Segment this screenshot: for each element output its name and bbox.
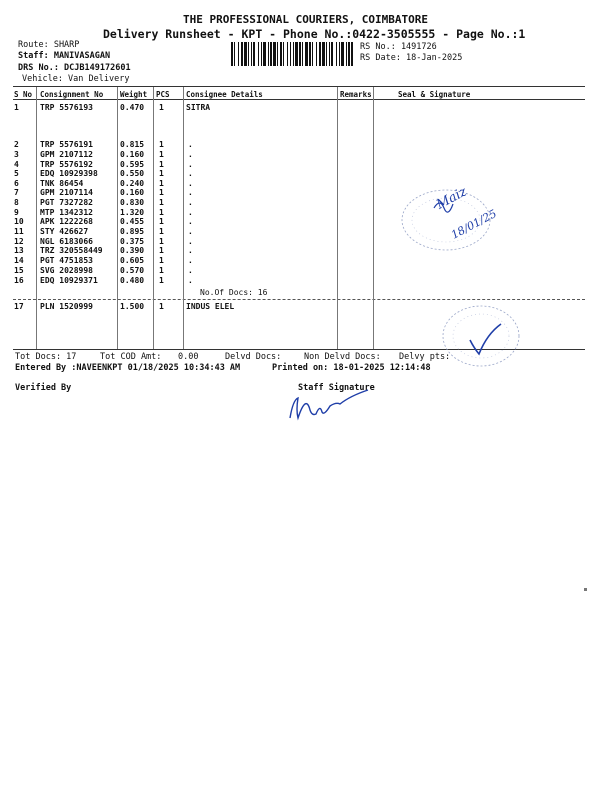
row-consignee: . <box>188 227 193 236</box>
checkmark-icon <box>470 324 501 354</box>
barcode-bar <box>319 42 321 66</box>
row-pcs: 1 <box>159 302 164 311</box>
row-pcs: 1 <box>159 276 164 285</box>
verified-by: Verified By <box>15 383 72 393</box>
row-sno: 13 <box>14 246 24 255</box>
barcode-bar <box>238 42 239 66</box>
row-weight: 0.455 <box>120 217 145 226</box>
barcode-bar <box>244 42 247 66</box>
row-sno: 12 <box>14 237 24 246</box>
row-pcs: 1 <box>159 217 164 226</box>
delivery-stamp-1 <box>396 180 506 260</box>
row-consignment: EDQ 10929398 <box>40 169 98 178</box>
row-sno: 7 <box>14 188 19 197</box>
row-consignee: . <box>188 256 193 265</box>
tot-cod-value: 0.00 <box>178 352 199 362</box>
row-sno: 14 <box>14 256 24 265</box>
row-pcs: 1 <box>159 227 164 236</box>
vehicle-label: Vehicle: Van Delivery <box>22 74 130 84</box>
col-divider <box>36 87 37 349</box>
col-divider <box>117 87 118 349</box>
row-weight: 0.390 <box>120 246 145 255</box>
row-pcs: 1 <box>159 140 164 149</box>
table-top-rule <box>13 86 585 87</box>
row-sno: 16 <box>14 276 24 285</box>
rs-date: RS Date: 18-Jan-2025 <box>360 53 463 63</box>
row-weight: 0.160 <box>120 188 145 197</box>
row-consignment: SVG 2028998 <box>40 266 93 275</box>
row-consignee: . <box>188 237 193 246</box>
row-pcs: 1 <box>159 169 164 178</box>
col-header-sno: S No <box>14 90 33 99</box>
row-consignee: SITRA <box>186 103 211 112</box>
row-consignment: STY 426627 <box>40 227 89 236</box>
barcode-bar <box>280 42 282 66</box>
barcode-bar <box>295 42 298 66</box>
barcode-bar <box>231 42 233 66</box>
row-sno: 11 <box>14 227 24 236</box>
barcode-bar <box>283 42 284 66</box>
barcode-bar <box>287 42 288 66</box>
drs-number: DRS No.: DCJB149172601 <box>18 63 131 73</box>
no-of-docs: No.Of Docs: 16 <box>200 288 268 297</box>
col-divider <box>153 87 154 349</box>
row-weight: 0.375 <box>120 237 145 246</box>
col-header-pcs: PCS <box>156 90 170 99</box>
row-weight: 0.550 <box>120 169 145 178</box>
col-divider <box>373 87 374 349</box>
row-weight: 0.895 <box>120 227 145 236</box>
barcode-bar <box>322 42 325 66</box>
row-consignee: INDUS ELEL <box>186 302 235 311</box>
runsheet-subtitle: Delivery Runsheet - KPT - Phone No.:0422-3505555 - Page No.:1 <box>103 27 526 41</box>
barcode-bar <box>290 42 291 66</box>
row-weight: 1.500 <box>120 302 145 311</box>
row-consignee: . <box>188 150 193 159</box>
row-weight: 0.240 <box>120 179 145 188</box>
tot-docs: Tot Docs: 17 <box>15 352 77 362</box>
row-weight: 0.815 <box>120 140 145 149</box>
barcode-bar <box>326 42 327 66</box>
barcode-bar <box>329 42 330 66</box>
row-consignee: . <box>188 266 193 275</box>
row-weight: 0.470 <box>120 103 145 112</box>
row-consignment: PGT 7327282 <box>40 198 93 207</box>
table-header-rule <box>13 99 585 100</box>
staff-signature <box>284 388 374 424</box>
row-pcs: 1 <box>159 179 164 188</box>
barcode-bar <box>253 42 255 66</box>
row-weight: 0.830 <box>120 198 145 207</box>
company-title: THE PROFESSIONAL COURIERS, COIMBATORE <box>183 13 429 26</box>
row-weight: 0.480 <box>120 276 145 285</box>
barcode-bar <box>351 42 353 66</box>
row-consignee: . <box>188 188 193 197</box>
delvy-pts: Delvy pts: <box>399 352 451 362</box>
non-delvd-docs: Non Delvd Docs: <box>304 352 381 362</box>
row-consignment: TNK 86454 <box>40 179 84 188</box>
row-consignment: NGL 6183066 <box>40 237 93 246</box>
barcode-bar <box>346 42 347 66</box>
row-consignment: TRP 5576191 <box>40 140 93 149</box>
row-consignee: . <box>188 217 193 226</box>
row-consignment: TRP 5576193 <box>40 103 93 112</box>
row-consignee: . <box>188 208 193 217</box>
barcode-bar <box>341 42 344 66</box>
col-header-consignment: Consignment No <box>40 90 104 99</box>
row-consignment: TRZ 320558449 <box>40 246 103 255</box>
barcode-bar <box>268 42 269 66</box>
barcode-bar <box>273 42 276 66</box>
row-weight: 0.605 <box>120 256 145 265</box>
barcode-bar <box>263 42 266 66</box>
barcode-bar <box>336 42 337 66</box>
row-consignment: GPM 2107112 <box>40 150 93 159</box>
col-divider <box>337 87 338 349</box>
col-divider <box>183 87 184 349</box>
row-pcs: 1 <box>159 198 164 207</box>
handwritten-date: 18/01/25 <box>449 207 499 242</box>
row-consignee: . <box>188 246 193 255</box>
barcode-bar <box>293 42 294 66</box>
row-consignee: . <box>188 179 193 188</box>
row-sno: 3 <box>14 150 19 159</box>
handwritten-name: Maiz <box>434 184 470 213</box>
row-consignment: EDQ 10929371 <box>40 276 98 285</box>
row-consignment: TRP 5576192 <box>40 160 93 169</box>
staff-label: Staff: MANIVASAGAN <box>18 51 111 61</box>
row-sno: 9 <box>14 208 19 217</box>
col-header-weight: Weight <box>120 90 148 99</box>
scan-mark <box>584 588 587 591</box>
barcode-bar <box>309 42 311 66</box>
row-pcs: 1 <box>159 103 164 112</box>
barcode-bar <box>305 42 308 66</box>
row-weight: 0.570 <box>120 266 145 275</box>
delvd-docs: Delvd Docs: <box>225 352 282 362</box>
barcode-bar <box>339 42 340 66</box>
row-sno: 5 <box>14 169 19 178</box>
barcode-bar <box>331 42 333 66</box>
row-consignment: MTP 1342312 <box>40 208 93 217</box>
row-pcs: 1 <box>159 160 164 169</box>
col-header-consignee: Consignee Details <box>186 90 263 99</box>
barcode-bar <box>251 42 252 66</box>
row-consignee: . <box>188 169 193 178</box>
row-pcs: 1 <box>159 266 164 275</box>
row-sno: 15 <box>14 266 24 275</box>
barcode-bar <box>316 42 317 66</box>
barcode-bar <box>270 42 272 66</box>
row-sno: 1 <box>14 103 19 112</box>
row-consignee: . <box>188 198 193 207</box>
row-sno: 17 <box>14 302 24 311</box>
printed-on: Printed on: 18-01-2025 12:14:48 <box>272 363 431 373</box>
barcode-bar <box>261 42 262 66</box>
barcode-bar <box>241 42 243 66</box>
barcode-bar <box>258 42 259 66</box>
row-consignment: GPM 2107114 <box>40 188 93 197</box>
row-pcs: 1 <box>159 246 164 255</box>
entered-by: Entered By :NAVEENKPT 01/18/2025 10:34:43 AM <box>15 363 241 373</box>
row-sno: 2 <box>14 140 19 149</box>
row-pcs: 1 <box>159 256 164 265</box>
delivery-stamp-2 <box>436 300 526 374</box>
row-weight: 0.160 <box>120 150 145 159</box>
row-consignee: . <box>188 276 193 285</box>
barcode-bar <box>234 42 235 66</box>
barcode <box>231 42 353 66</box>
row-pcs: 1 <box>159 150 164 159</box>
barcode-bar <box>312 42 313 66</box>
barcode-bar <box>348 42 350 66</box>
barcode-bar <box>277 42 278 66</box>
barcode-bar <box>248 42 249 66</box>
row-pcs: 1 <box>159 208 164 217</box>
row-consignment: APK 1222268 <box>40 217 93 226</box>
row-consignee: . <box>188 160 193 169</box>
row-consignee: . <box>188 140 193 149</box>
row-sno: 8 <box>14 198 19 207</box>
row-weight: 0.595 <box>120 160 145 169</box>
barcode-bar <box>299 42 301 66</box>
rs-number: RS No.: 1491726 <box>360 42 437 52</box>
row-weight: 1.320 <box>120 208 145 217</box>
row-pcs: 1 <box>159 188 164 197</box>
col-header-seal: Seal & Signature <box>398 90 471 99</box>
tot-cod-label: Tot COD Amt: <box>100 352 162 362</box>
barcode-bar <box>302 42 303 66</box>
row-pcs: 1 <box>159 237 164 246</box>
row-sno: 4 <box>14 160 19 169</box>
route-label: Route: SHARP <box>18 40 80 50</box>
staff-signature-label: Staff Signature <box>298 383 375 393</box>
row-consignment: PLN 1520999 <box>40 302 93 311</box>
row-consignment: PGT 4751853 <box>40 256 93 265</box>
col-header-remarks: Remarks <box>340 90 372 99</box>
row-sno: 6 <box>14 179 19 188</box>
row-sno: 10 <box>14 217 24 226</box>
